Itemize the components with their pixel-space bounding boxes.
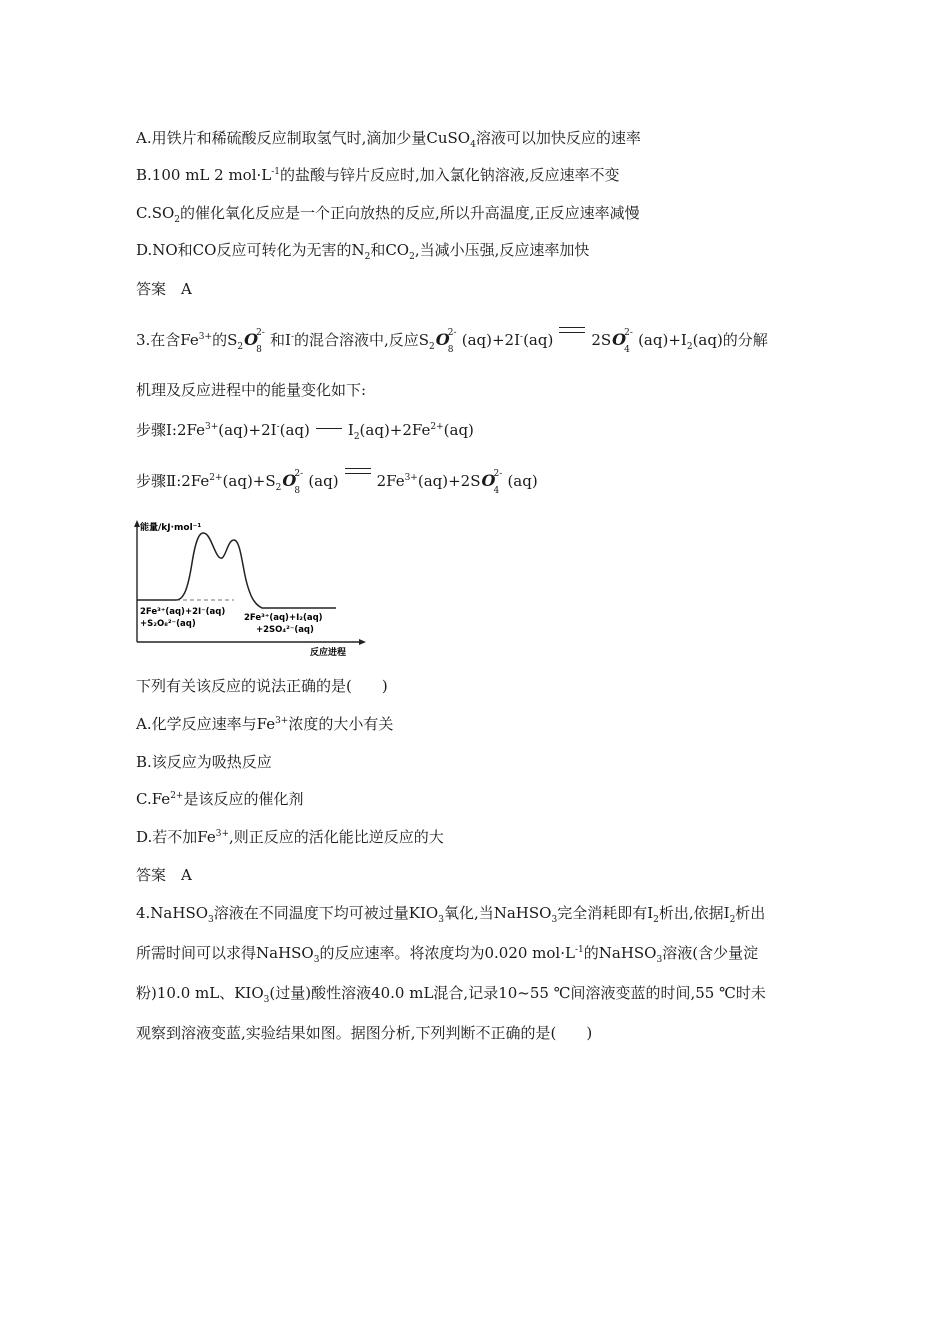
subscript: 2 bbox=[429, 342, 435, 352]
text: (aq)+S bbox=[222, 472, 276, 490]
option-d-mid: 和CO bbox=[370, 241, 410, 259]
subscript: 4 bbox=[470, 140, 476, 150]
q3-line2: 机理及反应进程中的能量变化如下: bbox=[136, 381, 367, 399]
option-c-tail: 的催化氧化反应是一个正向放热的反应,所以升高温度,正反应速率减慢 bbox=[180, 204, 640, 222]
superscript: 3+ bbox=[404, 473, 418, 483]
ion-index: 8 bbox=[294, 486, 301, 496]
subscript: 2 bbox=[409, 252, 415, 262]
superscript: - bbox=[276, 422, 280, 432]
reactant-label-1: 2Fe³⁺(aq)+2I⁻(aq) bbox=[140, 607, 226, 617]
q3-question: 下列有关该反应的说法正确的是( ) bbox=[136, 677, 388, 695]
ion-charge: 2- bbox=[447, 328, 457, 338]
q4-line-2 bbox=[136, 943, 758, 963]
superscript: - bbox=[290, 332, 294, 342]
product-label-1: 2Fe³⁺(aq)+I₂(aq) bbox=[244, 613, 323, 623]
subscript: 2 bbox=[686, 342, 693, 352]
ion-index: 8 bbox=[256, 345, 262, 355]
ion-charge: 2- bbox=[493, 469, 503, 479]
ion-o8 bbox=[282, 469, 308, 496]
text: (aq)+2I bbox=[461, 331, 521, 349]
text: 的反应速率。将浓度均为0.020 mol·L bbox=[319, 944, 575, 962]
text: (aq)+2S bbox=[417, 472, 481, 490]
text: (aq) bbox=[308, 472, 339, 490]
option-b-tail: 的盐酸与锌片反应时,加入氯化钠溶液,反应速率不变 bbox=[280, 166, 620, 184]
step-2 bbox=[136, 468, 538, 496]
reactant-label-2: +S₂O₈²⁻(aq) bbox=[140, 619, 196, 629]
subscript: 3 bbox=[208, 915, 214, 925]
superscript: -1 bbox=[574, 945, 584, 955]
option-a-tail: 溶液可以加快反应的速率 bbox=[475, 129, 641, 147]
option-d-part: D.NO和CO反应可转化为无害的N bbox=[136, 241, 365, 259]
subscript: 3 bbox=[438, 915, 444, 925]
text: A.化学反应速率与Fe bbox=[136, 715, 276, 733]
text: 是该反应的催化剂 bbox=[183, 790, 304, 808]
equals-sign bbox=[559, 327, 585, 333]
energy-diagram bbox=[126, 518, 366, 658]
option-a-part: A.用铁片和稀硫酸反应制取氢气时,滴加少量CuSO bbox=[136, 129, 471, 147]
subscript: 2 bbox=[237, 342, 244, 352]
ion-index: 4 bbox=[624, 345, 630, 355]
arrow-sign bbox=[316, 428, 342, 429]
x-axis-arrow bbox=[359, 639, 366, 645]
q3-option-c bbox=[136, 789, 303, 809]
text: D.若不加Fe bbox=[136, 828, 216, 846]
subscript: 2 bbox=[275, 483, 282, 493]
text: 步骤Ⅱ:2Fe bbox=[136, 472, 210, 490]
ion-index: 8 bbox=[447, 345, 454, 355]
superscript: -1 bbox=[271, 167, 281, 177]
text: (aq)的分解 bbox=[692, 331, 768, 349]
superscript: 3+ bbox=[198, 332, 213, 342]
text: (aq)+2Fe bbox=[359, 421, 431, 439]
text: 浓度的大小有关 bbox=[288, 715, 394, 733]
ion-letter: O bbox=[244, 330, 259, 349]
text: 粉)10.0 mL、KIO bbox=[136, 984, 264, 1002]
subscript: 3 bbox=[551, 915, 558, 925]
text: 和I bbox=[270, 331, 291, 349]
subscript: 2 bbox=[353, 432, 360, 442]
text: (aq)+I bbox=[638, 331, 687, 349]
option-d-tail: ,当减小压强,反应速率加快 bbox=[414, 241, 590, 259]
text: 2S bbox=[591, 331, 612, 349]
superscript: 2+ bbox=[430, 422, 444, 432]
text: 的S bbox=[212, 331, 238, 349]
subscript: 2 bbox=[729, 915, 736, 925]
ion-letter: O bbox=[612, 330, 627, 349]
y-axis-label: 能量/kJ·mol⁻¹ bbox=[140, 523, 202, 533]
subscript: 3 bbox=[656, 955, 663, 965]
text: 的混合溶液中,反应S bbox=[294, 331, 430, 349]
ion-charge: 2- bbox=[256, 328, 265, 338]
text: 所需时间可以求得NaHSO bbox=[136, 944, 314, 962]
text: 的NaHSO bbox=[583, 944, 657, 962]
ion-letter: O bbox=[435, 330, 450, 349]
subscript: 3 bbox=[313, 955, 320, 965]
subscript: 2 bbox=[653, 915, 659, 925]
q4-line-1 bbox=[136, 903, 765, 923]
option-a-text bbox=[136, 128, 641, 148]
energy-curve bbox=[137, 533, 336, 608]
q3-answer: 答案 A bbox=[136, 866, 192, 884]
q3-intro bbox=[136, 327, 768, 355]
superscript: - bbox=[520, 332, 524, 342]
option-c-text bbox=[136, 203, 640, 223]
text: 溶液在不同温度下均可被过量KIO bbox=[213, 904, 439, 922]
ion-o8 bbox=[244, 328, 270, 355]
text: (aq) bbox=[507, 472, 538, 490]
step-1 bbox=[136, 420, 474, 440]
equals-sign bbox=[345, 468, 371, 474]
text: (aq) bbox=[523, 331, 554, 349]
ion-o4 bbox=[612, 328, 638, 355]
subscript: 2 bbox=[364, 252, 371, 262]
option-c-part: C.SO bbox=[136, 204, 175, 222]
text: 步骤Ⅰ:2Fe bbox=[136, 421, 205, 439]
text: 2Fe bbox=[376, 472, 405, 490]
superscript: 2+ bbox=[209, 473, 223, 483]
text: 完全消耗即有I bbox=[557, 904, 654, 922]
ion-charge: 2- bbox=[294, 469, 304, 479]
superscript: 3+ bbox=[275, 716, 289, 726]
text: (aq) bbox=[443, 421, 474, 439]
ion-o8 bbox=[435, 328, 462, 355]
subscript: 3 bbox=[263, 995, 270, 1005]
ion-letter: O bbox=[481, 471, 496, 490]
text: 析出,依据I bbox=[658, 904, 730, 922]
q3-option-d bbox=[136, 827, 444, 847]
text: (aq) bbox=[279, 421, 310, 439]
text: I bbox=[347, 421, 354, 439]
text: (aq)+2I bbox=[218, 421, 277, 439]
ion-charge: 2- bbox=[624, 328, 633, 338]
option-b-text bbox=[136, 165, 620, 185]
q3-option-a bbox=[136, 714, 393, 734]
answer-line: 答案 A bbox=[136, 280, 192, 298]
ion-letter: O bbox=[282, 471, 297, 490]
q3-option-b: B.该反应为吸热反应 bbox=[136, 753, 272, 771]
option-d-text bbox=[136, 240, 589, 260]
text: 4.NaHSO bbox=[136, 904, 209, 922]
subscript: 2 bbox=[174, 215, 181, 225]
product-label-2: +2SO₄²⁻(aq) bbox=[256, 625, 314, 635]
ion-index: 4 bbox=[493, 486, 500, 496]
ion-o4 bbox=[481, 469, 508, 496]
q4-line-4: 观察到溶液变蓝,实验结果如图。据图分析,下列判断不正确的是( ) bbox=[136, 1024, 593, 1042]
superscript: 2+ bbox=[170, 791, 184, 801]
text: 3.在含Fe bbox=[136, 331, 199, 349]
q4-line-3 bbox=[136, 983, 766, 1003]
x-axis-label: 反应进程 bbox=[310, 648, 347, 658]
superscript: 3+ bbox=[205, 422, 219, 432]
text: 氧化,当NaHSO bbox=[443, 904, 552, 922]
superscript: 3+ bbox=[215, 829, 230, 839]
option-b-part: B.100 mL 2 mol·L bbox=[136, 166, 272, 184]
text: C.Fe bbox=[136, 790, 171, 808]
text: 析出 bbox=[735, 904, 766, 922]
text: 溶液(含少量淀 bbox=[662, 944, 759, 962]
text: (过量)酸性溶液40.0 mL混合,记录10~55 ℃间溶液变蓝的时间,55 ℃时未 bbox=[269, 984, 766, 1002]
text: ,则正反应的活化能比逆反应的大 bbox=[229, 828, 444, 846]
